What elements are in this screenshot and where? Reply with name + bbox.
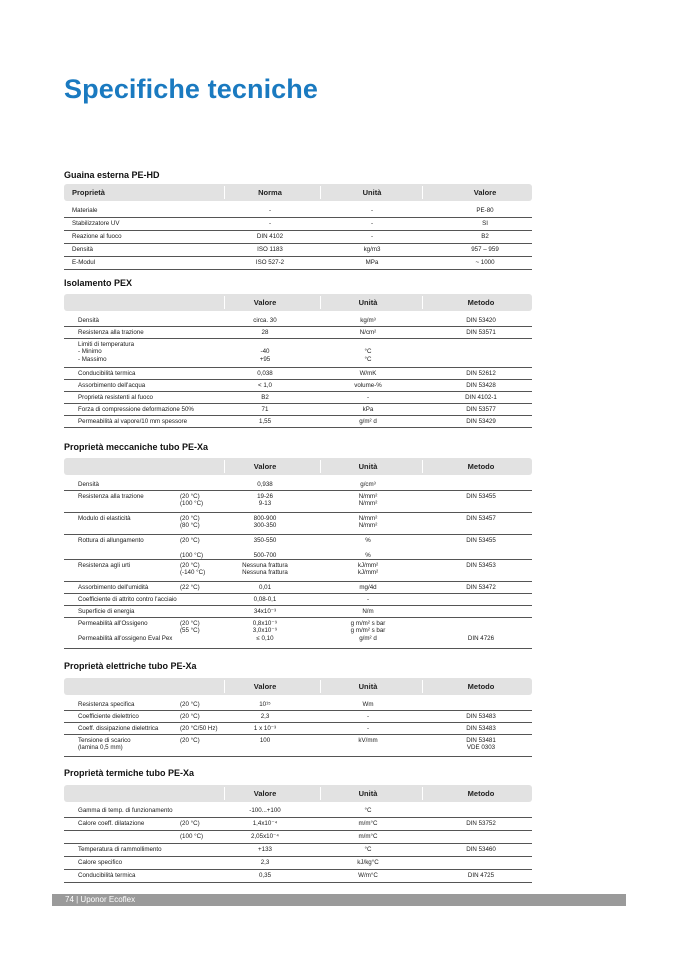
cell-property: Permeabilità all'Ossigeno Permeabilità all'ossigeno Eval Pex [78,619,173,642]
table-row [64,513,532,535]
cell-unit: m/m°C [358,832,378,840]
cell-method: DIN 53455 [466,536,496,544]
cell-condition: (20 °C) [180,819,200,827]
cell-method: DIN 53481 VDE 0303 [466,736,496,752]
table-row [64,831,532,844]
cell-unit: MPa [365,258,379,266]
cell-property: Superficie di energia [78,607,135,615]
cell-condition: (20 °C) [180,712,200,720]
footer-text: 74 | Uponor Ecoflex [65,895,136,904]
cell-value: 0,35 [258,871,272,879]
cell-condition: (100 °C) [180,832,204,840]
column-divider [320,296,321,309]
section-title-pe-hd: Guaina esterna PE-HD [64,170,160,180]
cell-unit: - [366,712,370,720]
column-header: Metodo [467,682,495,691]
cell-unit: g m/m² s bar g m/m² s bar g/m² d [350,619,386,642]
cell-property: Stabilizzatore UV [72,219,120,227]
cell-property: Proprietà resistenti al fuoco [78,393,153,401]
cell-method: DIN 53457 [466,514,496,522]
cell-unit: - [366,595,370,603]
cell-method: DIN 53483 [466,712,496,720]
cell-condition: (20 °C) (100 °C) [180,536,204,559]
cell-unit: kV/mm [358,736,378,744]
cell-value: 10¹⁵ [259,700,271,708]
table-pe-hd [64,205,532,270]
table-therm [64,805,532,883]
cell-unit: - [370,232,374,240]
table-row [64,404,532,416]
table-row [64,368,532,380]
column-divider [422,186,423,199]
cell-property: Densità [78,316,99,324]
table-row [64,327,532,339]
cell-condition: (20 °C) (100 °C) [180,492,204,508]
page-title: Specifiche tecniche [64,74,318,104]
column-divider [224,787,225,800]
cell-property: Materiale [72,206,98,214]
table-row [64,594,532,606]
cell-method: DIN 53420 [466,316,496,324]
column-header: Valore [473,188,497,197]
table-row [64,205,532,218]
cell-value: 28 [261,328,269,336]
cell-unit: - [366,393,370,401]
cell-property: Coeff. dissipazione dielettrica [78,724,159,732]
cell-method: DIN 4726 [467,634,495,642]
table-row [64,535,532,560]
section-title-mech: Proprietà meccaniche tubo PE-Xa [64,442,209,452]
cell-value: PE-80 [476,206,494,214]
cell-property: Resistenza alla trazione [78,328,144,336]
table-row [64,491,532,513]
cell-method: DIN 53429 [466,417,496,425]
cell-value: 0,038 [257,369,273,377]
cell-condition: (20 °C) [180,736,200,744]
table-header-pex [64,294,532,311]
cell-value: -100...+100 [249,806,281,814]
cell-unit: N/mm² N/mm² [358,514,378,530]
cell-property: Conducibilità termica [78,871,136,879]
cell-condition: (22 °C) [180,583,200,591]
column-divider [224,680,225,693]
column-header: Norma [258,188,282,197]
cell-value: B2 [481,232,489,240]
cell-value: 2,05x10⁻⁴ [251,832,279,840]
cell-property: Forza di compressione deformazione 50% [78,405,194,413]
cell-unit: °C [364,806,372,814]
table-row [64,392,532,404]
column-header: Unità [358,789,378,798]
cell-unit: volume-% [354,381,382,389]
cell-method: DIN 4725 [467,871,495,879]
cell-unit: m/m°C [358,819,378,827]
cell-condition: (20 °C) (80 °C) [180,514,200,530]
cell-value: -40 +95 [259,348,271,363]
cell-property: Resistenza agli urti [78,561,131,569]
section-title-therm: Proprietà termiche tubo PE-Xa [64,768,195,778]
cell-property: Modulo di elasticità [78,514,131,522]
table-row [64,231,532,244]
column-header: Valore [253,462,277,471]
cell-value: 0,8x10⁻⁹ 3,0x10⁻⁹ ≤ 0,10 [252,619,278,642]
column-divider [224,186,225,199]
cell-condition: (20 °C) (-140 °C) [180,561,206,577]
cell-condition: (20 °C) [180,700,200,708]
page-footer [52,894,626,906]
cell-property: Limiti di temperatura - Minimo - Massimo [78,340,135,363]
table-header-elec [64,678,532,695]
cell-unit: g/m² d [359,417,377,425]
table-row [64,315,532,327]
cell-unit: N/m [362,607,374,615]
cell-value: 350-550 500-700 [253,536,277,559]
cell-value: B2 [261,393,269,401]
column-header: Valore [253,682,277,691]
column-header: Proprietà [72,188,105,197]
table-row [64,857,532,870]
section-title-pex: Isolamento PEX [64,278,133,288]
cell-value: 957 – 959 [471,245,499,253]
cell-value: Nessuna frattura Nessuna frattura [242,561,288,577]
cell-property: Calore coeff. dilatazione [78,819,145,827]
cell-property: Densità [72,245,93,253]
cell-unit: N/cm² [359,328,377,336]
cell-norm: - [268,206,272,214]
cell-method: DIN 53455 [466,492,496,500]
cell-method: DIN 52612 [466,369,496,377]
column-divider [224,460,225,473]
cell-method: DIN 53571 [466,328,496,336]
cell-unit: W/mK [359,369,377,377]
cell-property: E-Modul [72,258,96,266]
cell-property: Conducibilità termica [78,369,136,377]
cell-method: DIN 53483 [466,724,496,732]
cell-value: 800-900 300-350 [253,514,277,530]
column-header: Unità [358,682,378,691]
cell-property: Resistenza specifica [78,700,135,708]
table-row [64,735,532,757]
cell-value: 0,01 [258,583,272,591]
cell-method: DIN 53577 [466,405,496,413]
column-divider [224,296,225,309]
cell-value: 19-26 9-13 [257,492,273,508]
cell-value: 71 [261,405,269,413]
cell-unit: - [370,206,374,214]
cell-method: DIN 4102-1 [465,393,497,401]
table-row [64,560,532,582]
cell-norm: DIN 4102 [256,232,284,240]
table-row [64,844,532,857]
column-header: Metodo [467,462,495,471]
table-header-therm [64,785,532,802]
cell-property: Rottura di allungamento [78,536,144,544]
table-row [64,257,532,270]
cell-method: DIN 53453 [466,561,496,569]
cell-method: DIN 53752 [466,819,496,827]
table-header-pe-hd [64,184,532,201]
cell-property: Tensione di scarico (lamina 0,5 mm) [78,736,131,752]
column-header: Unità [358,298,378,307]
cell-unit: % % [365,536,371,559]
cell-unit: g/cm³ [360,480,376,488]
table-pex [64,315,532,428]
cell-method: DIN 53428 [466,381,496,389]
cell-unit: kPa [362,405,374,413]
column-divider [320,787,321,800]
cell-property: Resistenza alla trazione [78,492,144,500]
column-divider [320,460,321,473]
cell-unit: kJ/mm² kJ/mm² [357,561,379,577]
cell-unit: kg/m3 [363,245,381,253]
table-row [64,339,532,368]
cell-unit: mg/4d [359,583,377,591]
table-row [64,479,532,491]
table-mech [64,479,532,649]
cell-norm: ISO 1183 [257,245,283,253]
cell-property: Gamma di temp. di funzionamento [78,806,173,814]
cell-method: DIN 53460 [466,845,496,853]
cell-property: Coefficiente dielettrico [78,712,139,720]
table-row [64,805,532,818]
cell-unit: °C [364,845,372,853]
column-header: Metodo [467,298,495,307]
table-row [64,244,532,257]
cell-norm: - [268,219,272,227]
cell-property: Assorbimento dell'umidità [78,583,149,591]
cell-value: 0,938 [257,480,273,488]
cell-value: SI [482,219,488,227]
cell-value: 0,08-0,1 [253,595,277,603]
cell-value: +133 [258,845,272,853]
table-elec [64,699,532,757]
table-header-mech [64,458,532,475]
table-row [64,711,532,723]
cell-unit: °C °C [364,348,372,363]
column-divider [320,680,321,693]
table-row [64,818,532,831]
column-divider [422,296,423,309]
cell-unit: W/m°C [358,871,378,879]
table-row [64,218,532,231]
table-row [64,582,532,594]
cell-value: 1 x 10⁻³ [253,724,277,732]
column-header: Valore [253,789,277,798]
table-row [64,618,532,649]
cell-property: Assorbimento dell'acqua [78,381,146,389]
cell-value: 34x10⁻³ [253,607,277,615]
table-row [64,699,532,711]
cell-unit: kg/m³ [360,316,376,324]
cell-property: Reazione al fuoco [72,232,122,240]
cell-value: circa. 30 [253,316,277,324]
column-divider [422,787,423,800]
column-header: Metodo [467,789,495,798]
table-row [64,723,532,735]
cell-condition: (20 °C) (55 °C) [180,619,200,635]
column-header: Unità [362,188,382,197]
cell-value: ~ 1000 [475,258,495,266]
column-header: Unità [358,462,378,471]
column-divider [320,186,321,199]
cell-condition: (20 °C/50 Hz) [180,724,218,732]
cell-unit: N/mm² N/mm² [358,492,378,508]
column-divider [422,680,423,693]
cell-property: Temperatura di rammollimento [78,845,162,853]
cell-value: < 1,0 [258,381,272,389]
cell-method: DIN 53472 [466,583,496,591]
table-row [64,606,532,618]
table-row [64,380,532,392]
table-row [64,416,532,428]
section-title-elec: Proprietà elettriche tubo PE-Xa [64,661,197,671]
cell-unit: kJ/kg°C [357,858,379,866]
cell-value: 1,55 [258,417,272,425]
cell-value: 100 [259,736,271,744]
column-header: Valore [253,298,277,307]
cell-value: 2,3 [260,858,270,866]
cell-unit: Wm [362,700,374,708]
table-row [64,870,532,883]
column-divider [422,460,423,473]
cell-property: Densità [78,480,99,488]
cell-property: Permeabilità al vapore/10 mm spessore [78,417,188,425]
cell-value: 2,3 [260,712,270,720]
cell-unit: - [370,219,374,227]
cell-unit: - [366,724,370,732]
cell-norm: ISO 527-2 [255,258,285,266]
cell-value: 1,4x10⁻⁴ [252,819,278,827]
cell-property: Calore specifico [78,858,123,866]
cell-property: Coefficiente di attrito contro l'acciaio [78,595,177,603]
